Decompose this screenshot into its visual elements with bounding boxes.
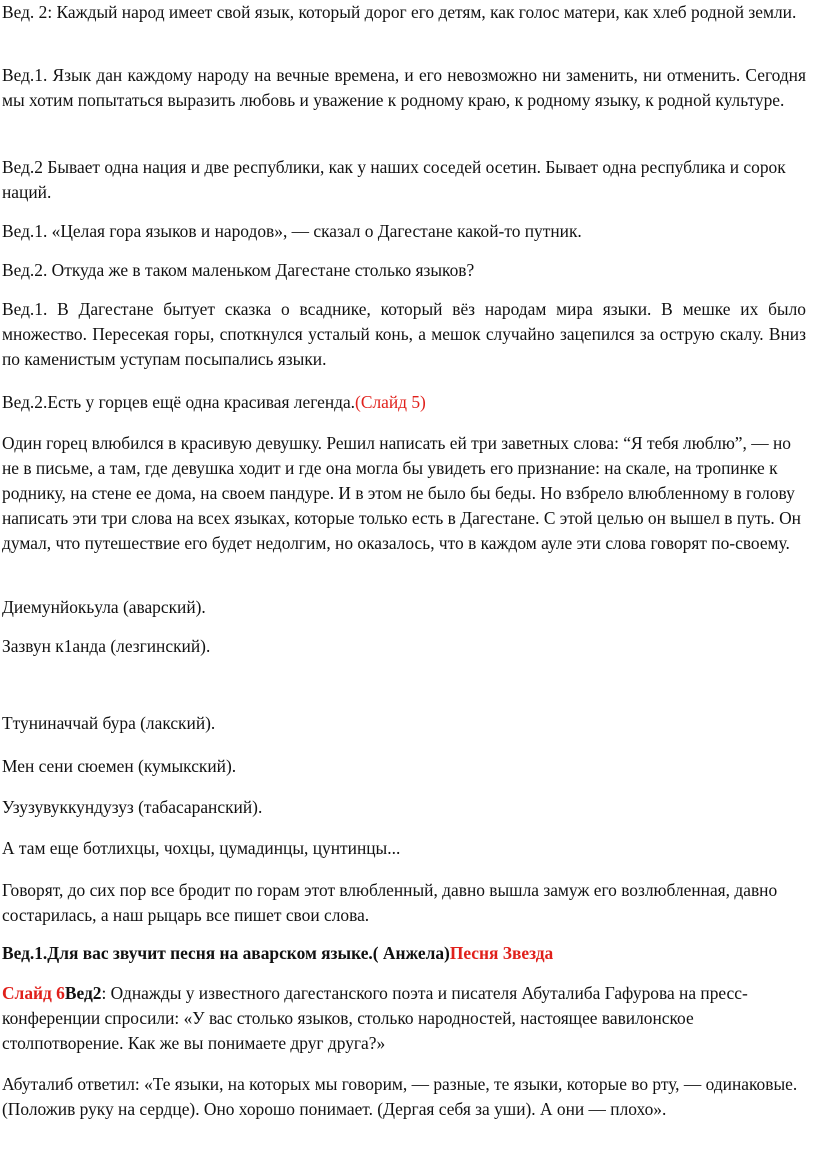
- phrase-kumyk: Мен сени сюемен (кумыкский).: [2, 756, 237, 776]
- paragraph-song-announcement: [2, 941, 806, 966]
- phrase-lak: Ттуниначчай бура (лакский).: [2, 713, 216, 733]
- paragraph-horseman-tale: Вед.1. В Дагестане бытует сказка о всаднике, который вёз народам мира языки. В мешке их было множество. Пересекая горы, споткнулся усталый конь, а мешок случайно зацепился за острую скалу. Вниз по каменистым уступам посыпались языки.: [2, 299, 806, 369]
- slide-6-marker: Слайд 6: [2, 983, 65, 1003]
- song-title: Песня Звезда: [449, 943, 554, 963]
- legend-text: Вед.2.Есть у горцев ещё одна красивая легенда.: [2, 392, 356, 412]
- paragraph-language-given: Вед.1. Язык дан каждому народу на вечные времена, и его невозможно ни заменить, ни отменить. Сегодня мы хотим попытаться выразить любовь и уважение к родному краю, к родному языку, к родной культуре.: [2, 65, 806, 110]
- phrase-tabasaran: Узузувуккундузуз (табасаранский).: [2, 797, 263, 817]
- slide-5-marker: (Слайд 5): [355, 392, 426, 412]
- paragraph-intro: Вед. 2: Каждый народ имеет свой язык, который дорог его детям, как голос матери, как хлеб родной земли.: [2, 2, 797, 22]
- paragraph-still-wanders: Говорят, до сих пор все бродит по горам этот влюбленный, давно вышла замуж его возлюбленная, давно состарилась, а наш рыцарь все пишет свои слова.: [2, 880, 778, 925]
- paragraph-where-from: Вед.2. Откуда же в таком маленьком Дагестане столько языков?: [2, 260, 475, 280]
- paragraph-abutalib-answer: Абуталиб ответил: «Те языки, на которых мы говорим, — разные, те языки, которые во рту, — одинаковые. (Положив руку на сердце). Оно хорошо понимает. (Дергая себя за уши). А они — плохо».: [2, 1074, 798, 1119]
- speaker-label: Вед2: [64, 983, 102, 1003]
- paragraph-one-nation: Вед.2 Бывает одна нация и две республики, как у наших соседей осетин. Бывает одна республика и сорок наций.: [2, 157, 786, 202]
- phrase-lezgin: Зазвун к1анда (лезгинский).: [2, 636, 211, 656]
- paragraph-gafurov-question: [2, 981, 806, 1056]
- paragraph-legend: [2, 390, 806, 415]
- paragraph-mountain-of-languages: Вед.1. «Целая гора языков и народов», — сказал о Дагестане какой-то путник.: [2, 221, 582, 241]
- phrase-avar: Диемунйокьула (аварский).: [2, 597, 206, 617]
- gafurov-question-text: : Однажды у известного дагестанского поэта и писателя Абуталиба Гафурова на пресс-конференции спросили: «У вас столько языков, столько народностей, настоящее вавилонское столпотворение. Как же вы понимаете друг друга?»: [2, 983, 748, 1053]
- song-announcement-text: Вед.1.Для вас звучит песня на аварском языке.( Анжела): [2, 943, 450, 963]
- paragraph-other-peoples: А там еще ботлихцы, чохцы, цумадинцы, цунтинцы...: [2, 838, 401, 858]
- paragraph-highlander-story: Один горец влюбился в красивую девушку. Решил написать ей три заветных слова: “Я тебя люблю”, — но не в письме, а там, где девушка ходит и где она могла бы увидеть его признание: на скале, на тропинке к роднику, на стене ее дома, на своем пандуре. И в этом не было бы беды. Но взбрело влюбленному в голову написать эти три слова на всех языках, которые только есть в Дагестане. С этой целью он вышел в путь. Он думал, что путешествие его будет недолгим, но оказалось, что в каждом ауле эти слова говорят по-своему.: [2, 433, 801, 553]
